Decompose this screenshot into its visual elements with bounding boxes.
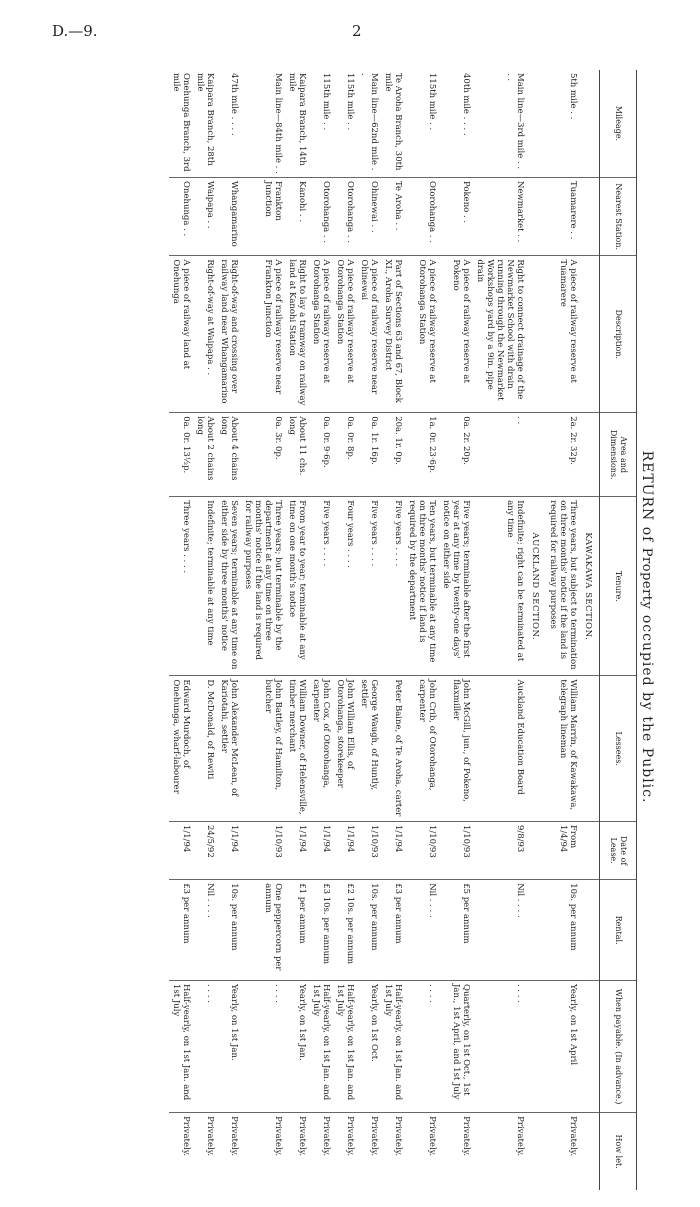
cell-description: A piece of railway reserve near Ohinewai	[357, 256, 381, 413]
cell-tenure: From year to year; terminable at any time on one month's notice	[285, 497, 309, 676]
cell-description: A piece of railway reserve at Otorohanga Station	[309, 256, 333, 413]
cell-payable: . . . .	[241, 981, 285, 1113]
cell-rental: Nil . . . .	[473, 880, 527, 981]
cell-how: Privately.	[217, 1113, 241, 1190]
table-row	[241, 70, 285, 1190]
cell-date: 1/10/93	[405, 821, 439, 879]
section-spacer-cell	[580, 178, 600, 256]
cell-area: 0a. 2r. 20p.	[439, 413, 473, 497]
section-spacer-cell	[580, 880, 600, 981]
cell-tenure: Three years, but subject to termination on three months' notice if the land is required for railway purposes	[546, 497, 580, 676]
cell-station: Te Aroha . .	[381, 178, 405, 256]
property-return-table	[169, 70, 637, 1190]
cell-description: A piece of railway reserve at Otorohanga Station	[405, 256, 439, 413]
cell-payable: Yearly, on 1st Jan.	[285, 981, 309, 1113]
cell-mileage: Main line—3rd mile . . . .	[505, 73, 525, 170]
cell-station: Ohinewai . .	[357, 178, 381, 256]
title-tail: occupied by the Public.	[639, 614, 655, 804]
cell-lessee: Peter Baine, of Te Aroha, carter	[381, 676, 405, 822]
cell-date: 1/10/93	[241, 821, 285, 879]
col-header-payable: When payable. (In advance.)	[600, 981, 637, 1113]
cell-tenure: Indefinite; right can be terminated at any time	[473, 497, 527, 676]
cell-how: Privately.	[381, 1113, 405, 1190]
cell-rental: 10s. per annum	[357, 880, 381, 981]
cell-station: Pokeno . .	[439, 178, 473, 256]
section-spacer-cell	[527, 880, 546, 981]
section-spacer-cell	[527, 1113, 546, 1190]
table-row	[357, 70, 381, 1190]
table-title	[639, 62, 655, 1192]
table-body	[169, 70, 600, 1190]
cell-how: Privately.	[241, 1113, 285, 1190]
cell-payable: Half-yearly, on 1st Jan. and 1st July	[309, 981, 333, 1113]
page-number: 2	[352, 22, 362, 40]
cell-rental: £2 10s. per annum	[333, 880, 357, 981]
cell-station: Whangamarino	[217, 178, 241, 256]
cell-description: Right-of-way at Waipapa . .	[193, 256, 217, 413]
section-spacer-cell	[527, 70, 546, 178]
cell-tenure: Four years . . . .	[333, 497, 357, 676]
section-spacer-cell	[580, 981, 600, 1113]
cell-how: Privately.	[357, 1113, 381, 1190]
cell-rental: Nil . . . .	[193, 880, 217, 981]
cell-station: Newmarket . .	[473, 178, 527, 256]
cell-lessee: John Battley, of Hamilton, butcher	[241, 676, 285, 822]
table-row	[381, 70, 405, 1190]
cell-how: Privately.	[309, 1113, 333, 1190]
cell-description: A piece of railway reserve at Tuamarere	[546, 256, 580, 413]
cell-description: Right-of-way and crossing over railway land near Whangamarino	[217, 256, 241, 413]
cell-station: Onehunga . .	[169, 178, 193, 256]
title-rest: of	[639, 526, 655, 548]
cell-tenure: Three years; but terminable by the department at any time on three months' notice if the land is required for railway purposes	[241, 497, 285, 676]
cell-rental: £5 per annum	[439, 880, 473, 981]
table-row	[309, 70, 333, 1190]
cell-date: 1/10/93	[357, 821, 381, 879]
cell-mileage: Kaipara Branch, 14th mile	[287, 73, 307, 166]
table-row	[546, 70, 580, 1190]
cell-date: 1/1/94	[381, 821, 405, 879]
cell-date: 9/8/93	[473, 821, 527, 879]
col-header-lessees: Lessees.	[600, 676, 637, 822]
cell-date: From 1/4/94	[546, 821, 580, 879]
cell-how: Privately.	[405, 1113, 439, 1190]
cell-lessee: Edward Murdoch, of Onehunga, wharf-labourer	[169, 676, 193, 822]
section-spacer-cell	[527, 676, 546, 822]
cell-station: Otorohanga . .	[405, 178, 439, 256]
cell-rental: £3 10s. per annum	[309, 880, 333, 981]
cell-payable: Yearly, on 1st Oct.	[357, 981, 381, 1113]
cell-how: Privately.	[193, 1113, 217, 1190]
cell-mileage: Te Aroha Branch, 30th mile	[383, 73, 403, 171]
table-row	[405, 70, 439, 1190]
cell-rental: 10s. per annum	[546, 880, 580, 981]
cell-area: 2a. 2r. 32p.	[546, 413, 580, 497]
cell-mileage: 40th mile . . . .	[461, 73, 471, 136]
col-header-mileage: Mileage.	[600, 70, 637, 178]
cell-how: Privately.	[473, 1113, 527, 1190]
cell-date: 1/10/93	[439, 821, 473, 879]
cell-lessee: John McGill, jun., of Pokeno, flaxmiller	[439, 676, 473, 822]
cell-area: 0a. 0r. 13½p.	[169, 413, 193, 497]
cell-lessee: John William Ellis, of Otorohanga, storekeeper	[333, 676, 357, 822]
section-header-row	[527, 70, 546, 1190]
cell-rental: £3 per annum	[169, 880, 193, 981]
cell-date: 1/1/94	[333, 821, 357, 879]
section-header-row	[580, 70, 600, 1190]
table-row	[217, 70, 241, 1190]
col-header-how-let: How let.	[600, 1113, 637, 1190]
cell-payable: Half-yearly, on 1st Jan. and 1st July	[169, 981, 193, 1113]
cell-how: Privately.	[169, 1113, 193, 1190]
page-tag: D.—9.	[52, 22, 98, 40]
cell-rental: £3 per annum	[381, 880, 405, 981]
cell-area: About 2 chains long	[193, 413, 217, 497]
rotated-table-region	[45, 62, 665, 1192]
cell-tenure: Five years . . . .	[309, 497, 333, 676]
cell-lessee: George Waugh, of Huntly, settler	[357, 676, 381, 822]
cell-area: 0a. 1r. 16p.	[357, 413, 381, 497]
cell-tenure: Five years; terminable after the first year at any time by twenty-one days' notice on either side	[439, 497, 473, 676]
section-spacer-cell	[527, 821, 546, 879]
col-header-area: Area and Dimensions.	[600, 413, 637, 497]
cell-station: Otorohanga . .	[309, 178, 333, 256]
cell-lessee: D. McDonald, of Rewiti	[193, 676, 217, 822]
col-header-description: Description.	[600, 256, 637, 413]
col-header-rental: Rental.	[600, 880, 637, 981]
cell-station: Kanohi . .	[285, 178, 309, 256]
cell-area: 1a. 0r. 23·6p.	[405, 413, 439, 497]
cell-lessee: William Marrin, of Kawakawa, telegraph lineman	[546, 676, 580, 822]
cell-tenure: Five years . . . .	[357, 497, 381, 676]
cell-date: 1/1/94	[217, 821, 241, 879]
table-row	[169, 70, 193, 1190]
cell-mileage: Main line—62nd mile . .	[359, 73, 379, 171]
cell-area: About 4 chains long	[217, 413, 241, 497]
cell-rental: One peppercorn per annum	[241, 880, 285, 981]
cell-station: Frankton Junction	[241, 178, 285, 256]
cell-area: About 11 chs. long	[285, 413, 309, 497]
cell-tenure: Three years . . . .	[169, 497, 193, 676]
cell-area: 0a. 0r. 8p.	[333, 413, 357, 497]
cell-mileage: Main line—84th mile . .	[273, 73, 283, 174]
cell-tenure: Seven years; terminable at any time on either side by three months' notice	[217, 497, 241, 676]
col-header-station: Nearest Station.	[600, 178, 637, 256]
section-spacer-cell	[580, 1113, 600, 1190]
cell-date: 1/1/94	[169, 821, 193, 879]
cell-payable: Half-yearly, on 1st Jan. and 1st July	[333, 981, 357, 1113]
cell-payable: Yearly, on 1st Jan.	[217, 981, 241, 1113]
cell-payable: Half-yearly, on 1st Jan. and 1st July	[381, 981, 405, 1113]
cell-lessee: John Cox, of Otorohanga, carpenter	[309, 676, 333, 822]
section-spacer-cell	[580, 70, 600, 178]
cell-station: Otorohanga . .	[333, 178, 357, 256]
table-row	[333, 70, 357, 1190]
cell-payable: . . . .	[193, 981, 217, 1113]
title-lead: RETURN	[639, 450, 655, 522]
cell-rental: £1 per annum	[285, 880, 309, 981]
cell-how: Privately.	[439, 1113, 473, 1190]
section-spacer-cell	[527, 981, 546, 1113]
section-spacer-cell	[580, 821, 600, 879]
section-name: AUCKLAND SECTION.	[527, 497, 546, 676]
cell-tenure: Indefinite; terminable at any time	[193, 497, 217, 676]
cell-date: 1/1/94	[309, 821, 333, 879]
cell-area: 0a. 0r. 9·6p.	[309, 413, 333, 497]
section-spacer-cell	[527, 413, 546, 497]
cell-mileage: 115th mile . .	[427, 73, 437, 131]
cell-description: A piece of railway reserve near Frankton Junction	[241, 256, 285, 413]
cell-description: Right to connect drainage of the Newmarket School with drain running through the Newmarket Workshops yard by a 9in. pipe drain	[473, 256, 527, 413]
cell-how: Privately.	[285, 1113, 309, 1190]
cell-area: . .	[473, 413, 527, 497]
title-smallcaps: Property	[639, 547, 654, 610]
cell-how: Privately.	[333, 1113, 357, 1190]
cell-mileage: Onehunga Branch, 3rd mile	[171, 73, 191, 172]
cell-mileage: 47th mile . . . .	[229, 73, 239, 136]
section-name: KAWAKAWA SECTION.	[580, 497, 600, 676]
cell-lessee: Auckland Education Board	[473, 676, 527, 822]
cell-station: Waipapa . .	[193, 178, 217, 256]
header-row	[600, 70, 637, 1190]
cell-mileage: Kaipara Branch, 28th mile	[195, 73, 215, 166]
table-row	[285, 70, 309, 1190]
col-header-date: Date of Lease.	[600, 821, 637, 879]
cell-payable: . . . .	[405, 981, 439, 1113]
cell-lessee: William Downer, of Helensville, timber merchant	[285, 676, 309, 822]
table-row	[439, 70, 473, 1190]
section-spacer-cell	[580, 256, 600, 413]
cell-tenure: Five years . . . .	[381, 497, 405, 676]
cell-date: 1/1/94	[285, 821, 309, 879]
cell-description: A piece of railway land at Onehunga	[169, 256, 193, 413]
col-header-tenure: Tenure.	[600, 497, 637, 676]
cell-lessee: John Crib, of Otorohanga, carpenter	[405, 676, 439, 822]
cell-description: A piece of railway reserve at Pokeno	[439, 256, 473, 413]
cell-date: 24/5/92	[193, 821, 217, 879]
cell-payable: . . . .	[473, 981, 527, 1113]
section-spacer-cell	[580, 413, 600, 497]
cell-description: A piece of railway reserve at Otorohanga Station	[333, 256, 357, 413]
section-spacer-cell	[527, 256, 546, 413]
cell-how: Privately.	[546, 1113, 580, 1190]
cell-payable: Yearly, on 1st April	[546, 981, 580, 1113]
section-spacer-cell	[580, 676, 600, 822]
cell-area: 0a. 3r. 0p.	[241, 413, 285, 497]
table-row	[473, 70, 527, 1190]
cell-tenure: Ten years, but terminable at any time on three months' notice if land is required by the department	[405, 497, 439, 676]
section-spacer-cell	[527, 178, 546, 256]
cell-lessee: John Alexander McLean, of Kariotahi, settler	[217, 676, 241, 822]
cell-area: 20a. 1r. 0p.	[381, 413, 405, 497]
cell-payable: Quarterly, on 1st Oct., 1st Jan., 1st April, and 1st July	[439, 981, 473, 1113]
cell-station: Tuamarere . .	[546, 178, 580, 256]
cell-rental: Nil . . . .	[405, 880, 439, 981]
table-row	[193, 70, 217, 1190]
cell-rental: 10s. per annum	[217, 880, 241, 981]
cell-description: Part of Sections 63 and 67, Block XI., Aroha Survey District	[381, 256, 405, 413]
cell-mileage: 115th mile . .	[345, 73, 355, 131]
cell-description: Right to lay a tramway on railway land at Kanohi Station	[285, 256, 309, 413]
cell-mileage: 115th mile . .	[321, 73, 331, 131]
cell-mileage: 5th mile . .	[568, 73, 578, 120]
